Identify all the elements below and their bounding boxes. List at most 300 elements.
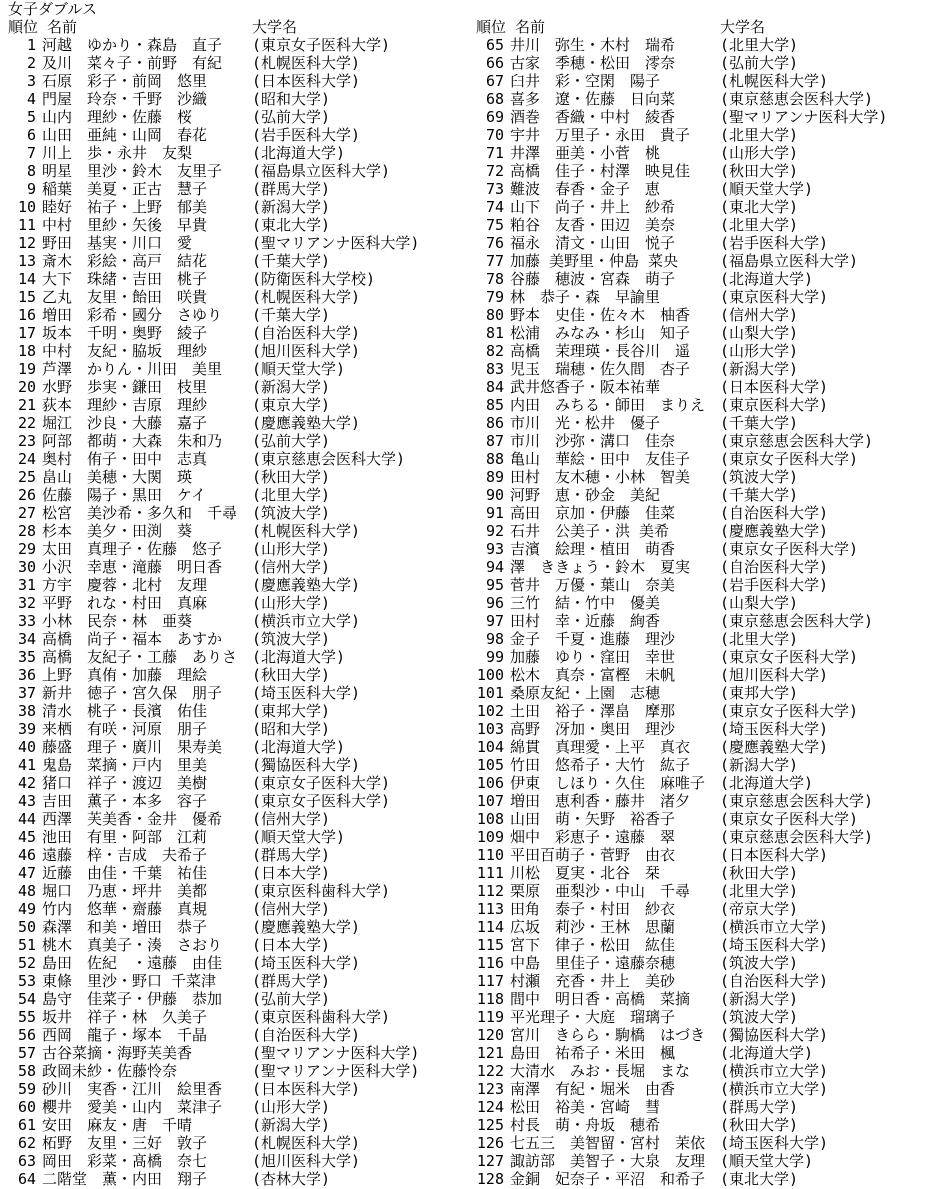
university-name: (秋田大学) — [720, 864, 799, 882]
list-item — [8, 414, 468, 432]
rank-value: 61 — [17, 1116, 36, 1134]
pair-names: 畠山 美穂・大関 瑛 — [42, 468, 193, 486]
university-name: (埼玉医科大学) — [252, 684, 361, 702]
university-name: (福島県立医科大学) — [720, 252, 859, 270]
list-item — [476, 126, 936, 144]
university-name: (東北大学) — [252, 216, 331, 234]
list-item — [476, 108, 936, 126]
university-name: (聖マリアンナ医科大学) — [252, 1044, 420, 1062]
list-item — [8, 270, 468, 288]
list-item — [8, 558, 468, 576]
rank-value: 102 — [476, 702, 504, 720]
rank-value: 28 — [17, 522, 36, 540]
pair-names: 武井悠香子・阪本祐華 — [510, 378, 661, 396]
university-name: (群馬大学) — [720, 1098, 799, 1116]
pair-names: 岡田 彩菜・髙橋 奈七 — [42, 1152, 208, 1170]
column-header — [8, 18, 468, 36]
rank-value: 124 — [476, 1098, 504, 1116]
pair-names: 井澤 亜美・小菅 桃 — [510, 144, 661, 162]
list-item — [8, 666, 468, 684]
rank-value: 9 — [26, 180, 36, 198]
pair-names: 川上 歩・永井 友梨 — [42, 144, 193, 162]
list-item — [8, 1170, 468, 1188]
pair-names: 畑中 彩恵子・遠藤 翠 — [510, 828, 676, 846]
university-name: (筑波大学) — [252, 504, 331, 522]
rank-value: 76 — [485, 234, 504, 252]
list-item — [8, 288, 468, 306]
rank-value: 27 — [17, 504, 36, 522]
pair-names: 島守 佳菜子・伊藤 恭加 — [42, 990, 223, 1008]
list-item — [476, 846, 936, 864]
rank-value: 19 — [17, 360, 36, 378]
list-item — [8, 126, 468, 144]
pair-names: 山田 萌・矢野 裕香子 — [510, 810, 676, 828]
list-item — [8, 1008, 468, 1026]
list-item — [8, 396, 468, 414]
rank-value: 23 — [17, 432, 36, 450]
rank-value: 60 — [17, 1098, 36, 1116]
pair-names: 平田百萌子・菅野 由衣 — [510, 846, 676, 864]
rank-value: 57 — [17, 1044, 36, 1062]
university-name: (千葉大学) — [720, 486, 799, 504]
university-name: (札幌医科大学) — [720, 72, 829, 90]
university-name: (北海道大学) — [720, 270, 814, 288]
rank-value: 128 — [476, 1170, 504, 1188]
pair-names: 山田 亜純・山岡 春花 — [42, 126, 208, 144]
list-item — [8, 468, 468, 486]
pair-names: 山内 理紗・佐藤 桜 — [42, 108, 193, 126]
university-name: (東京大学) — [252, 396, 331, 414]
list-item — [8, 594, 468, 612]
list-item — [8, 1134, 468, 1152]
pair-names: 安田 麻友・唐 千晴 — [42, 1116, 193, 1134]
pair-names: 井川 弥生・木村 瑞希 — [510, 36, 676, 54]
list-item — [476, 900, 936, 918]
pair-names: 田角 泰子・村田 紗衣 — [510, 900, 676, 918]
pair-names: 加藤 ゆり・窪田 幸世 — [510, 648, 676, 666]
university-name: (自治医科大学) — [720, 972, 829, 990]
pair-names: 鬼島 菜摘・戸内 里美 — [42, 756, 208, 774]
list-item — [476, 72, 936, 90]
pair-names: 宮川 きらら・駒橋 はづき — [510, 1026, 706, 1044]
list-item — [476, 864, 936, 882]
university-name: (山形大学) — [720, 144, 799, 162]
list-item — [476, 972, 936, 990]
list-item — [8, 936, 468, 954]
list-item — [8, 864, 468, 882]
list-item — [476, 342, 936, 360]
rank-value: 24 — [17, 450, 36, 468]
rank-value: 18 — [17, 342, 36, 360]
list-item — [476, 612, 936, 630]
pair-names: 遠藤 梓・吉成 夫希子 — [42, 846, 208, 864]
pair-names: 田村 幸・近藤 絢香 — [510, 612, 661, 630]
pair-names: 睦好 祐子・上野 郁美 — [42, 198, 208, 216]
university-name: (昭和大学) — [252, 720, 331, 738]
university-name: (東京女子医科大学) — [720, 648, 859, 666]
university-name: (東北大学) — [720, 1170, 799, 1188]
university-name: (札幌医科大学) — [252, 54, 361, 72]
rank-value: 39 — [17, 720, 36, 738]
rank-value: 121 — [476, 1044, 504, 1062]
pair-names: 近藤 由佳・千葉 祐佳 — [42, 864, 208, 882]
university-name: (横浜市立大学) — [720, 1080, 829, 1098]
university-name: (旭川医科大学) — [252, 1152, 361, 1170]
list-item — [8, 450, 468, 468]
pair-names: 宇井 万里子・永田 貴子 — [510, 126, 691, 144]
list-item — [476, 594, 936, 612]
rank-value: 67 — [485, 72, 504, 90]
list-item — [8, 630, 468, 648]
pair-names: 松宮 美沙希・多久和 千尋 — [42, 504, 238, 522]
university-name: (札幌医科大学) — [252, 522, 361, 540]
pair-names: 桃木 真美子・湊 さおり — [42, 936, 223, 954]
pair-names: 野田 基実・川口 愛 — [42, 234, 193, 252]
rank-value: 85 — [485, 396, 504, 414]
list-item — [8, 702, 468, 720]
university-name: (旭川医科大学) — [720, 666, 829, 684]
pair-names: 上野 真侑・加藤 理絵 — [42, 666, 208, 684]
rank-value: 105 — [476, 756, 504, 774]
list-item — [476, 396, 936, 414]
university-name: (信州大学) — [252, 558, 331, 576]
university-name: (岩手医科大学) — [720, 576, 829, 594]
university-name: (北里大学) — [252, 486, 331, 504]
university-name: (日本大学) — [252, 936, 331, 954]
pair-names: 斎木 彩絵・高戸 結花 — [42, 252, 208, 270]
rank-value: 99 — [485, 648, 504, 666]
university-name: (慶應義塾大学) — [720, 522, 829, 540]
list-item — [476, 1098, 936, 1116]
university-name: (北里大学) — [720, 36, 799, 54]
university-name: (筑波大学) — [720, 1008, 799, 1026]
pair-names: 小林 民奈・林 亜葵 — [42, 612, 193, 630]
pair-names: 亀山 華絵・田中 友佳子 — [510, 450, 691, 468]
rank-value: 78 — [485, 270, 504, 288]
rank-value: 30 — [17, 558, 36, 576]
pair-names: 平野 れな・村田 真麻 — [42, 594, 208, 612]
pair-names: 南澤 有紀・堀米 由香 — [510, 1080, 676, 1098]
rank-value: 66 — [485, 54, 504, 72]
rank-value: 73 — [485, 180, 504, 198]
list-item — [8, 720, 468, 738]
university-name: (千葉大学) — [252, 252, 331, 270]
rank-value: 38 — [17, 702, 36, 720]
list-item — [8, 738, 468, 756]
rank-value: 54 — [17, 990, 36, 1008]
university-name: (山形大学) — [252, 540, 331, 558]
pair-names: 高橋 尚子・福本 あすか — [42, 630, 223, 648]
pair-names: 間中 明日香・高橋 菜摘 — [510, 990, 691, 1008]
list-item — [8, 990, 468, 1008]
rank-value: 118 — [476, 990, 504, 1008]
list-item — [476, 990, 936, 1008]
university-name: (慶應義塾大学) — [252, 414, 361, 432]
list-item — [8, 486, 468, 504]
pair-names: 古谷菜摘・海野芙美香 — [42, 1044, 193, 1062]
list-item — [8, 540, 468, 558]
university-name: (東京医科歯科大学) — [252, 882, 391, 900]
list-item — [8, 918, 468, 936]
university-name: (東京医科大学) — [720, 288, 829, 306]
pair-names: 内田 みちる・師田 まりえ — [510, 396, 706, 414]
university-name: (北海道大学) — [720, 1044, 814, 1062]
pair-names: 高橋 友紀子・工藤 ありさ — [42, 648, 238, 666]
rank-value: 63 — [17, 1152, 36, 1170]
pair-names: 難波 春香・金子 恵 — [510, 180, 661, 198]
university-name: (信州大学) — [720, 306, 799, 324]
rank-value: 101 — [476, 684, 504, 702]
pair-names: 奥村 侑子・田中 志真 — [42, 450, 208, 468]
university-name: (聖マリアンナ医科大学) — [252, 1062, 420, 1080]
rank-value: 94 — [485, 558, 504, 576]
university-name: (群馬大学) — [252, 972, 331, 990]
university-name: (慶應義塾大学) — [252, 576, 361, 594]
rank-value: 86 — [485, 414, 504, 432]
university-name: (埼玉医科大学) — [720, 1134, 829, 1152]
university-name: (秋田大学) — [720, 162, 799, 180]
list-item — [8, 810, 468, 828]
list-item — [476, 918, 936, 936]
university-name: (東京慈恵会医科大学) — [252, 450, 406, 468]
rank-value: 70 — [485, 126, 504, 144]
rank-value: 5 — [26, 108, 36, 126]
pair-names: 高田 京加・伊藤 佳菜 — [510, 504, 676, 522]
rank-value: 125 — [476, 1116, 504, 1134]
university-name: (日本医科大学) — [252, 72, 361, 90]
pair-names: 柘野 友里・三好 敦子 — [42, 1134, 208, 1152]
rank-value: 22 — [17, 414, 36, 432]
pair-names: 石井 公美子・洪 美希 — [510, 522, 670, 540]
list-item — [476, 684, 936, 702]
pair-names: 新井 徳子・宮久保 朋子 — [42, 684, 223, 702]
list-item — [476, 270, 936, 288]
university-name: (東京女子医科大学) — [720, 810, 859, 828]
rank-value: 52 — [17, 954, 36, 972]
pair-names: 砂川 実香・江川 絵里香 — [42, 1080, 223, 1098]
university-name: (岩手医科大学) — [252, 126, 361, 144]
pair-names: 石原 彩子・前岡 悠里 — [42, 72, 208, 90]
pair-names: 金子 千夏・進藤 理沙 — [510, 630, 676, 648]
list-item — [8, 882, 468, 900]
pair-names: 臼井 彩・空閑 陽子 — [510, 72, 661, 90]
rank-value: 16 — [17, 306, 36, 324]
pair-names: 稲葉 美夏・正古 慧子 — [42, 180, 208, 198]
rank-value: 35 — [17, 648, 36, 666]
pair-names: 松浦 みなみ・杉山 知子 — [510, 324, 691, 342]
pair-names: 山下 尚子・井上 紗希 — [510, 198, 676, 216]
pair-names: 猪口 祥子・渡辺 美樹 — [42, 774, 208, 792]
university-name: (杏林大学) — [252, 1170, 331, 1188]
pair-names: 児玉 瑞穂・佐久間 杏子 — [510, 360, 691, 378]
pair-names: 広坂 莉沙・王林 思蘭 — [510, 918, 676, 936]
university-name: (山梨大学) — [720, 594, 799, 612]
pair-names: 荻本 理紗・吉原 理紗 — [42, 396, 208, 414]
pair-names: 太田 真理子・佐藤 悠子 — [42, 540, 223, 558]
pair-names: 加藤 美野里・仲島 菜央 — [510, 252, 679, 270]
university-name: (慶應義塾大学) — [252, 918, 361, 936]
rank-value: 41 — [17, 756, 36, 774]
pair-names: 栗原 亜梨沙・中山 千尋 — [510, 882, 691, 900]
university-name: (自治医科大学) — [720, 558, 829, 576]
rank-value: 108 — [476, 810, 504, 828]
rank-value: 43 — [17, 792, 36, 810]
pair-names: 小沢 幸恵・滝藤 明日香 — [42, 558, 223, 576]
rank-value: 21 — [17, 396, 36, 414]
university-name: (北里大学) — [720, 126, 799, 144]
pair-names: 宮下 律子・松田 紘佳 — [510, 936, 676, 954]
list-item — [476, 360, 936, 378]
list-item — [476, 648, 936, 666]
ranking-rows-left — [8, 36, 468, 1188]
list-item — [8, 1080, 468, 1098]
list-item — [8, 342, 468, 360]
list-item — [8, 1044, 468, 1062]
pair-names: 菅井 万優・葉山 奈美 — [510, 576, 676, 594]
university-name: (新潟大学) — [720, 990, 799, 1008]
rank-value: 75 — [485, 216, 504, 234]
university-name: (旭川医科大学) — [252, 342, 361, 360]
rank-value: 64 — [17, 1170, 36, 1188]
rank-value: 84 — [485, 378, 504, 396]
university-name: (日本医科大学) — [720, 846, 829, 864]
rank-value: 31 — [17, 576, 36, 594]
list-item — [8, 1152, 468, 1170]
list-item — [476, 324, 936, 342]
rank-value: 127 — [476, 1152, 504, 1170]
rank-value: 53 — [17, 972, 36, 990]
rank-value: 36 — [17, 666, 36, 684]
university-header: 大学名 — [720, 18, 766, 36]
list-item — [476, 1062, 936, 1080]
list-item — [8, 684, 468, 702]
pair-names: 堀江 沙良・大藤 嘉子 — [42, 414, 208, 432]
university-name: (北海道大学) — [252, 738, 346, 756]
pair-names: 古家 季穂・松田 澪奈 — [510, 54, 676, 72]
pair-names: 増田 恵利香・藤井 渚夕 — [510, 792, 691, 810]
university-name: (新潟大学) — [252, 378, 331, 396]
pair-names: 川松 夏実・北谷 栞 — [510, 864, 661, 882]
pair-names: 田村 友木穂・小林 智美 — [510, 468, 691, 486]
university-name: (東京女子医科大学) — [252, 774, 391, 792]
university-name: (東京慈恵会医科大学) — [720, 828, 874, 846]
university-name: (獨協医科大学) — [252, 756, 361, 774]
ranking-column-right — [476, 18, 936, 1188]
pair-names: 西岡 龍子・塚本 千晶 — [42, 1026, 208, 1044]
list-item — [476, 90, 936, 108]
rank-value: 81 — [485, 324, 504, 342]
university-name: (群馬大学) — [252, 180, 331, 198]
pair-names: 野本 史佳・佐々木 柚香 — [510, 306, 691, 324]
pair-names: 喜多 遼・佐藤 日向菜 — [510, 90, 676, 108]
list-item — [476, 1170, 936, 1188]
rank-value: 56 — [17, 1026, 36, 1044]
pair-names: 三竹 結・竹中 優美 — [510, 594, 661, 612]
university-name: (山形大学) — [252, 1098, 331, 1116]
list-item — [476, 882, 936, 900]
pair-names: 松田 裕美・宮崎 彗 — [510, 1098, 661, 1116]
list-item — [8, 54, 468, 72]
rank-value: 71 — [485, 144, 504, 162]
rank-value: 80 — [485, 306, 504, 324]
list-item — [8, 432, 468, 450]
rank-value: 40 — [17, 738, 36, 756]
list-item — [8, 972, 468, 990]
list-item — [8, 792, 468, 810]
rank-value: 74 — [485, 198, 504, 216]
university-name: (福島県立医科大学) — [252, 162, 391, 180]
university-name: (新潟大学) — [720, 360, 799, 378]
university-name: (弘前大学) — [252, 432, 331, 450]
university-name: (信州大学) — [252, 810, 331, 828]
list-item — [476, 234, 936, 252]
pair-names: 芦澤 かりん・川田 美里 — [42, 360, 223, 378]
pair-names: 土田 裕子・澤畠 摩那 — [510, 702, 676, 720]
list-item — [8, 36, 468, 54]
list-item — [476, 450, 936, 468]
list-item — [476, 774, 936, 792]
university-name: (北海道大学) — [720, 774, 814, 792]
list-item — [476, 810, 936, 828]
pair-names: 来栖 有咲・河原 朋子 — [42, 720, 208, 738]
pair-names: 林 恭子・森 早諭里 — [510, 288, 661, 306]
rank-value: 44 — [17, 810, 36, 828]
list-item — [8, 108, 468, 126]
rank-value: 79 — [485, 288, 504, 306]
pair-names: 佐藤 陽子・黒田 ケイ — [42, 486, 206, 504]
pair-names: 森澤 和美・増田 恭子 — [42, 918, 208, 936]
list-item — [8, 756, 468, 774]
pair-names: 諏訪部 美智子・大泉 友理 — [510, 1152, 706, 1170]
university-name: (自治医科大学) — [252, 324, 361, 342]
university-name: (順天堂大学) — [252, 360, 346, 378]
pair-names: 澤 ききょう・鈴木 夏実 — [510, 558, 691, 576]
list-item — [476, 486, 936, 504]
rank-value: 34 — [17, 630, 36, 648]
pair-names: 平光理子・大庭 瑠璃子 — [510, 1008, 676, 1026]
pair-names: 杉本 美夕・田渕 葵 — [42, 522, 193, 540]
pair-names: 池田 有里・阿部 江莉 — [42, 828, 208, 846]
rank-value: 48 — [17, 882, 36, 900]
list-item — [8, 162, 468, 180]
university-name: (東京女子医科大学) — [252, 792, 391, 810]
list-item — [476, 522, 936, 540]
list-item — [8, 954, 468, 972]
pair-names: 吉田 薫子・本多 容子 — [42, 792, 208, 810]
university-name: (横浜市立大学) — [252, 612, 361, 630]
list-item — [476, 1044, 936, 1062]
pair-names: 増田 彩希・國分 さゆり — [42, 306, 223, 324]
university-name: (北里大学) — [720, 630, 799, 648]
rank-value: 119 — [476, 1008, 504, 1026]
rank-value: 20 — [17, 378, 36, 396]
list-item — [476, 576, 936, 594]
university-name: (秋田大学) — [252, 468, 331, 486]
pair-names: 村長 萌・舟坂 穂希 — [510, 1116, 661, 1134]
pair-names: 市川 沙弥・溝口 佳奈 — [510, 432, 676, 450]
list-item — [476, 1026, 936, 1044]
list-item — [476, 936, 936, 954]
rank-value: 87 — [485, 432, 504, 450]
university-name: (山形大学) — [720, 342, 799, 360]
rank-value: 96 — [485, 594, 504, 612]
rank-value: 33 — [17, 612, 36, 630]
university-name: (順天堂大学) — [720, 180, 814, 198]
list-item — [476, 1152, 936, 1170]
rank-value: 59 — [17, 1080, 36, 1098]
university-name: (東京女子医科大学) — [720, 540, 859, 558]
list-item — [476, 216, 936, 234]
